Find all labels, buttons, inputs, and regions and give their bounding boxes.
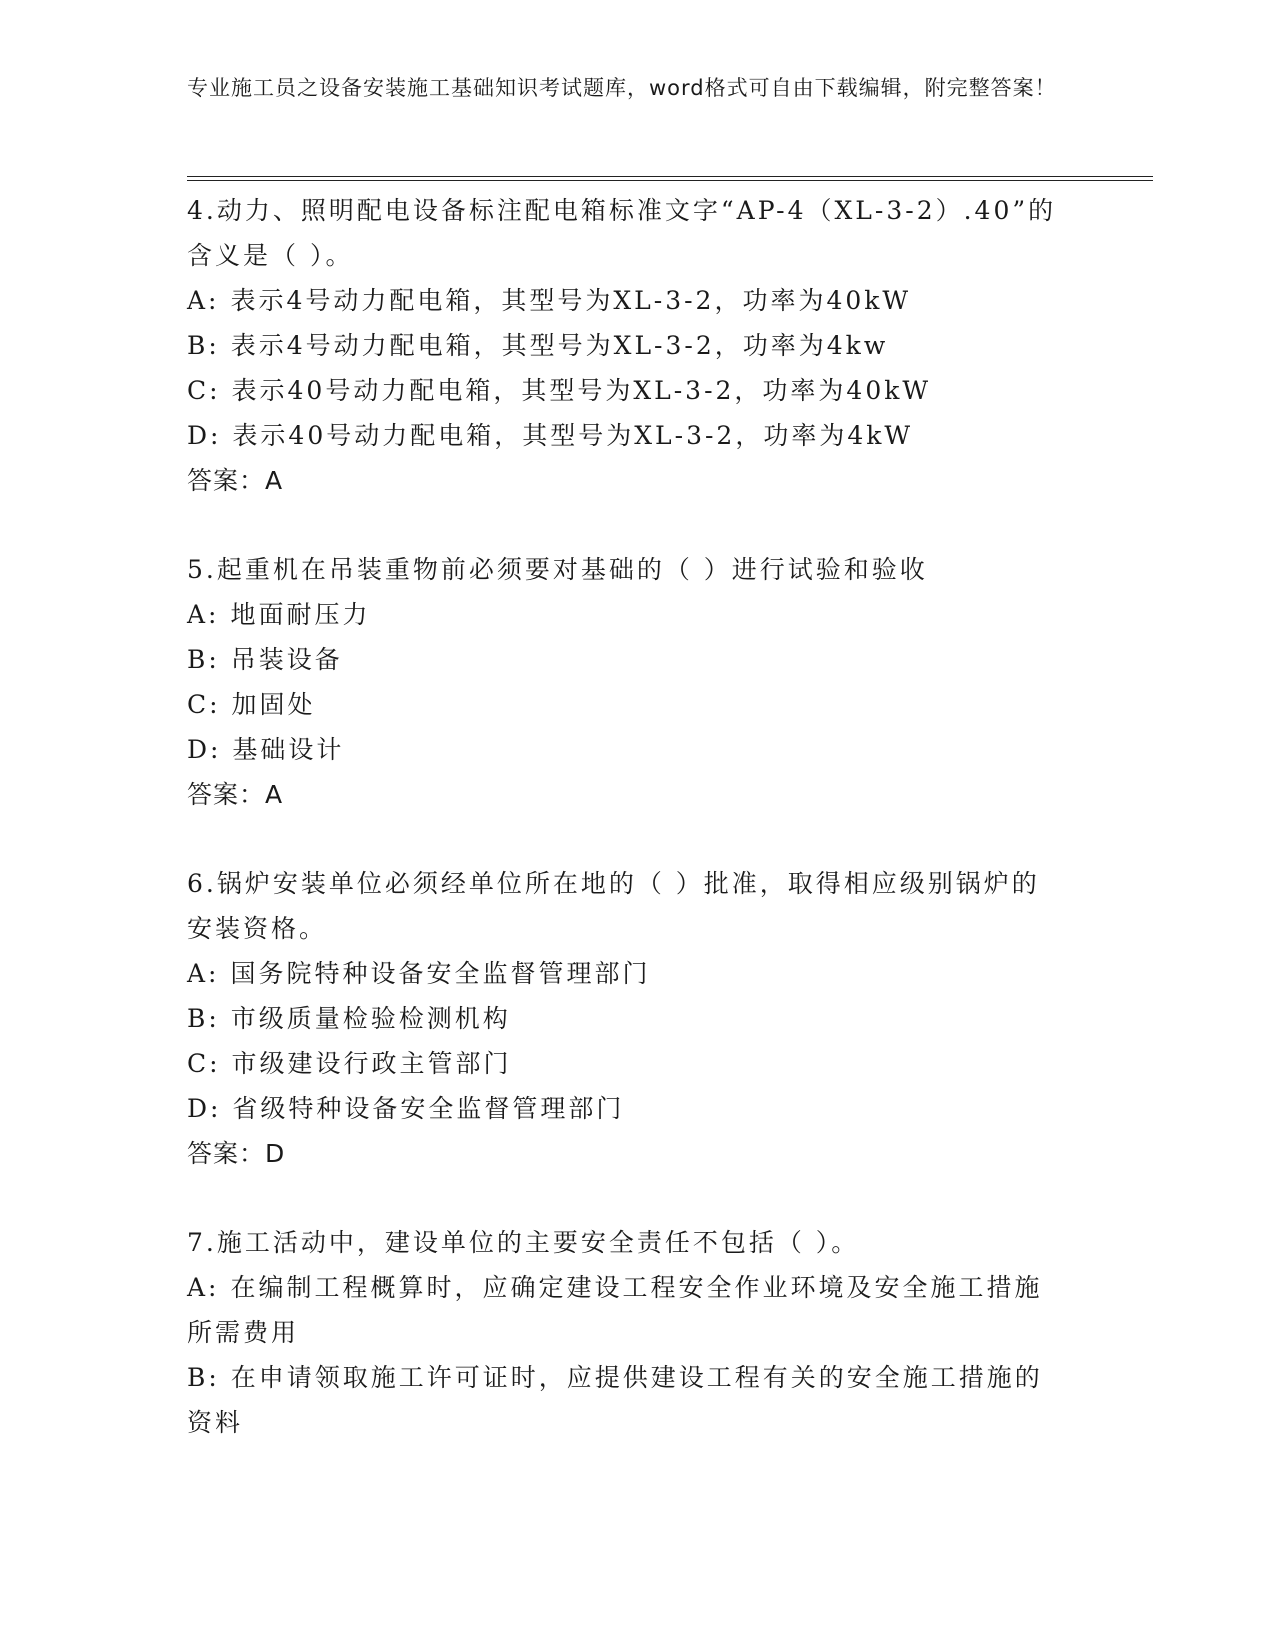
option-text: 市级质量检验检测机构 (230, 1004, 511, 1033)
header-divider-top (187, 176, 1153, 177)
option-c (187, 1041, 1067, 1086)
option-c (187, 682, 1067, 727)
option-label: D: (187, 421, 222, 450)
option-b (187, 996, 1067, 1041)
option-label: A: (187, 286, 220, 315)
option-a (187, 951, 1067, 996)
option-text: 地面耐压力 (230, 600, 371, 629)
option-text: 市级建设行政主管部门 (231, 1049, 512, 1078)
option-label: C: (187, 376, 221, 405)
option-label: A: (187, 1273, 220, 1302)
question-4 (187, 188, 1087, 503)
option-label: B: (187, 1004, 220, 1033)
option-text: 在编制工程概算时，应确定建设工程安全作业环境及安全施工措施所需费用 (187, 1273, 1043, 1347)
answer: 答案：D (187, 1139, 286, 1168)
option-d (187, 413, 1067, 458)
option-text: 表示40号动力配电箱，其型号为XL-3-2，功率为4kW (232, 421, 914, 450)
option-d (187, 1086, 1067, 1131)
question-stem: 6.锅炉安装单位必须经单位所在地的（ ）批准，取得相应级别锅炉的安装资格。 (187, 869, 1040, 943)
option-text: 省级特种设备安全监督管理部门 (232, 1094, 625, 1123)
option-label: C: (187, 690, 221, 719)
option-text: 表示40号动力配电箱，其型号为XL-3-2，功率为40kW (231, 376, 932, 405)
document-header: 专业施工员之设备安装施工基础知识考试题库，word格式可自由下载编辑，附完整答案！ (187, 76, 1057, 100)
question-6 (187, 861, 1087, 1176)
option-label: C: (187, 1049, 221, 1078)
option-c (187, 368, 1067, 413)
option-text: 表示4号动力配电箱，其型号为XL-3-2，功率为40kW (230, 286, 912, 315)
option-label: B: (187, 331, 220, 360)
option-a (187, 1265, 1067, 1355)
option-b (187, 1355, 1067, 1445)
question-7 (187, 1220, 1087, 1445)
question-list (187, 188, 1087, 1489)
option-label: A: (187, 600, 220, 629)
option-a (187, 278, 1067, 323)
answer: 答案：A (187, 466, 284, 495)
option-text: 基础设计 (232, 735, 345, 764)
answer: 答案：A (187, 780, 284, 809)
question-stem: 5.起重机在吊装重物前必须要对基础的（ ）进行试验和验收 (187, 555, 928, 584)
option-text: 表示4号动力配电箱，其型号为XL-3-2，功率为4kw (230, 331, 889, 360)
option-d (187, 727, 1067, 772)
option-text: 在申请领取施工许可证时，应提供建设工程有关的安全施工措施的资料 (187, 1363, 1043, 1437)
option-b (187, 323, 1067, 368)
header-divider-bottom (187, 180, 1153, 181)
option-text: 吊装设备 (230, 645, 343, 674)
question-5 (187, 547, 1087, 817)
option-label: B: (187, 645, 220, 674)
option-label: D: (187, 1094, 222, 1123)
option-a (187, 592, 1067, 637)
option-b (187, 637, 1067, 682)
option-text: 加固处 (231, 690, 316, 719)
option-text: 国务院特种设备安全监督管理部门 (230, 959, 651, 988)
question-stem: 7.施工活动中，建设单位的主要安全责任不包括（ ）。 (187, 1228, 860, 1257)
option-label: B: (187, 1363, 220, 1392)
question-stem: 4.动力、照明配电设备标注配电箱标准文字“AP-4（XL-3-2）.40”的含义是（ ）。 (187, 196, 1057, 270)
option-label: D: (187, 735, 222, 764)
option-label: A: (187, 959, 220, 988)
